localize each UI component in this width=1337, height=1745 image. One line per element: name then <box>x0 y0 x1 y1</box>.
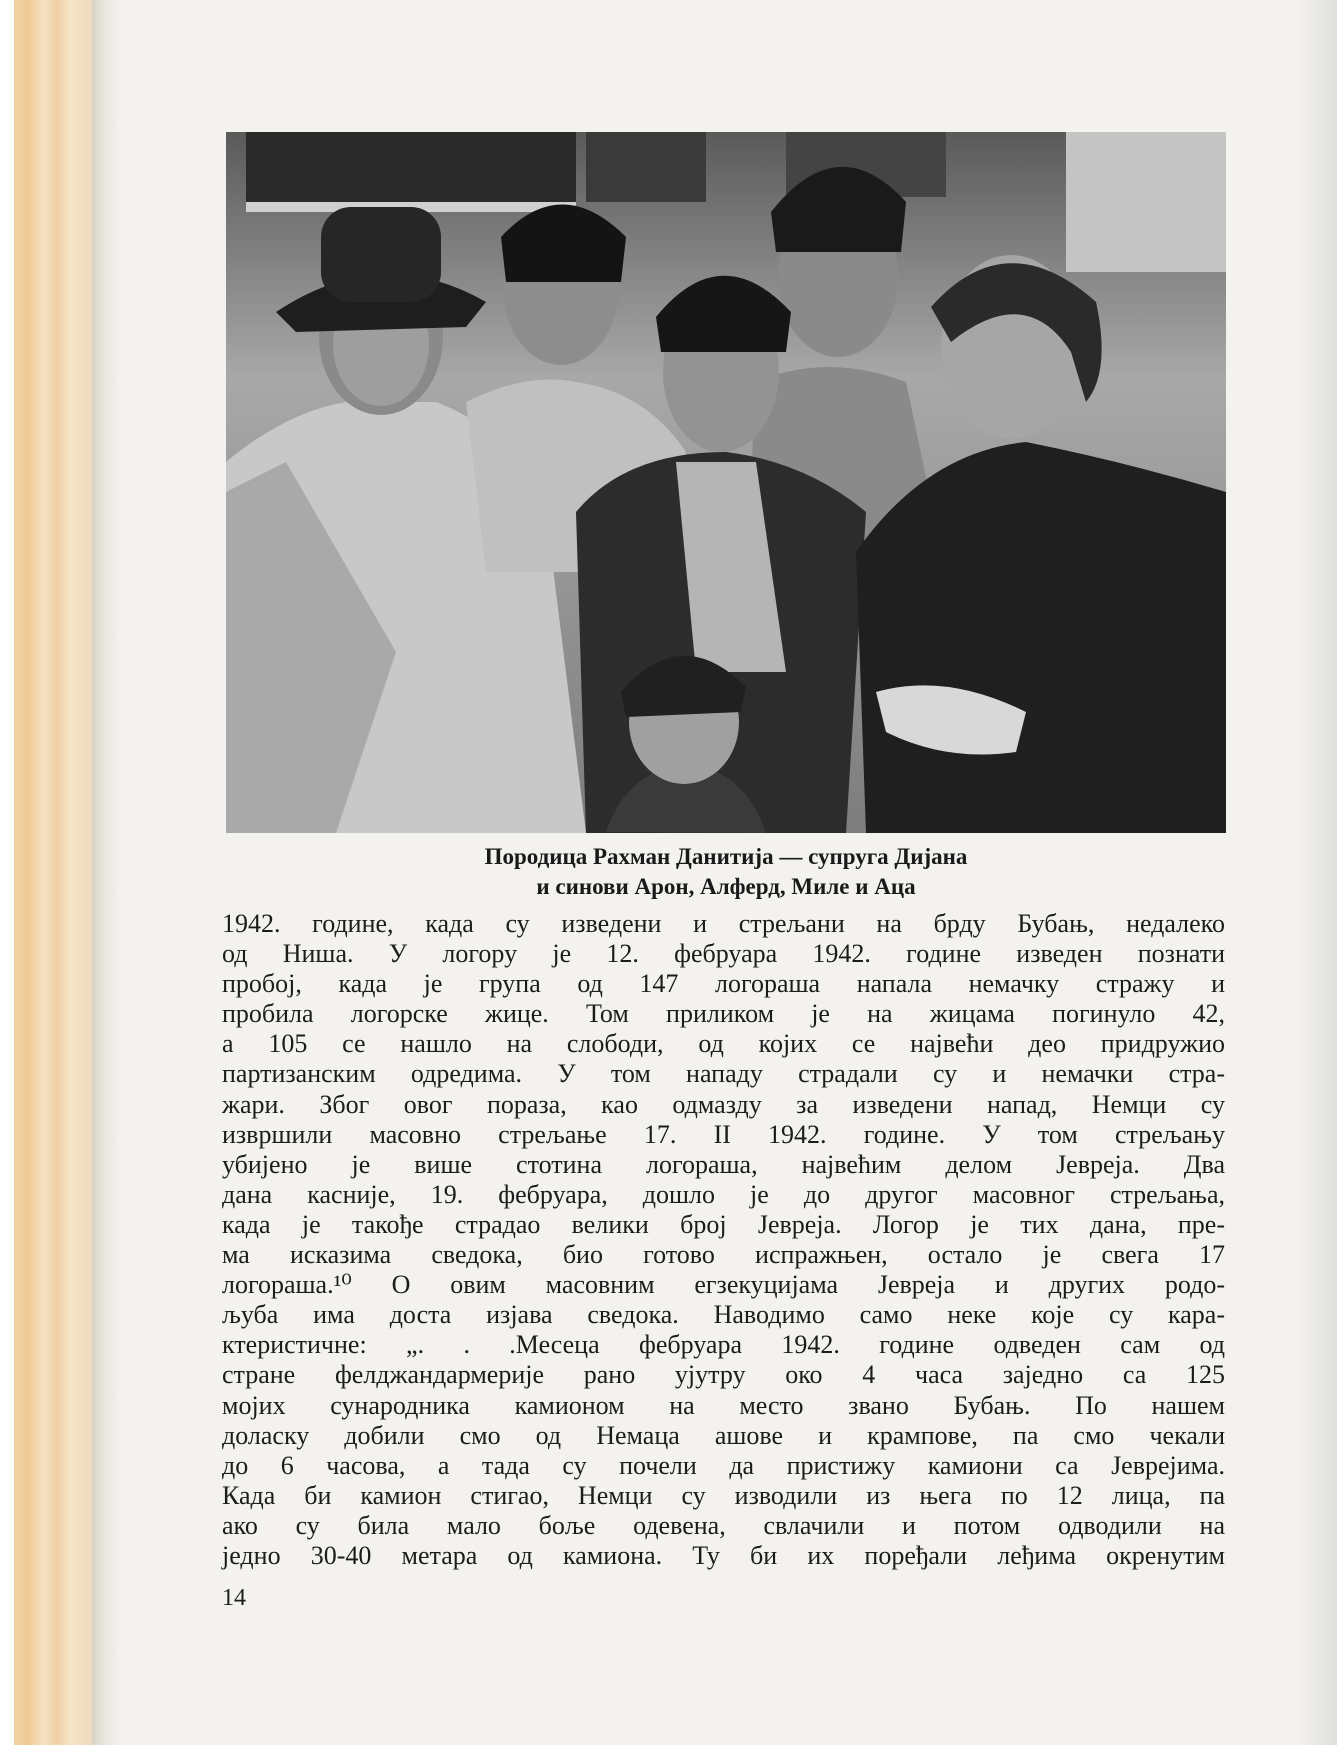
text-line: 1942. године, када су изведени и стрељани на брду Бубањ, недалеко <box>222 909 1225 938</box>
text-line: ако су била мало боље одевена, свлачили и потом одводили на <box>222 1510 1225 1540</box>
text-line: од Ниша. У логору је 12. фебруара 1942. године изведен познати <box>222 939 1225 969</box>
book-spine-edge <box>14 0 92 1745</box>
caption-line-1: Породица Рахман Данитија — супруга Дијана <box>484 844 968 869</box>
text-line: пробила логорске жице. Том приликом је на жицама погинуло 42, <box>222 999 1225 1029</box>
text-line: доласку добили смо од Немаца ашове и крампове, па смо чекали <box>222 1420 1225 1450</box>
text-line: партизанским одредима. У том нападу страдали су и немачки стра- <box>222 1059 1225 1089</box>
text-line: мојих сународника камионом на место звано Бубањ. По нашем <box>222 1390 1225 1420</box>
text-line: једно 30-40 метара од камиона. Ту би их поређали леђима окренутим <box>222 1540 1225 1570</box>
family-photograph-icon <box>226 132 1226 833</box>
text-line: до 6 часова, а тада су почели да пристижу камиони са Јеврејима. <box>222 1450 1225 1480</box>
text-line: ктеристичне: „. . .Месеца фебруара 1942. године одведен сам од <box>222 1330 1225 1360</box>
text-line: а 105 се нашло на слободи, од којих се највећи део придружио <box>222 1029 1225 1059</box>
text-line: стране фелджандармерије рано ујутру око 4 часа заједно са 125 <box>222 1360 1225 1390</box>
caption-line-2: и синови Арон, Алферд, Миле и Аца <box>536 874 916 899</box>
text-line: жари. Због овог пораза, као одмазду за изведени напад, Немци су <box>222 1089 1225 1119</box>
photo-caption <box>226 842 1226 902</box>
text-line: дана касније, 19. фебруара, дошло је до другог масовног стрељања, <box>222 1179 1225 1209</box>
text-line: љуба има доста изјава сведока. Наводимо само неке које су кара- <box>222 1300 1225 1330</box>
scan-border <box>0 0 14 1745</box>
text-line: логораша.¹⁰ О овим масовним егзекуцијама Јевреја и других родо- <box>222 1270 1225 1300</box>
body-text <box>222 909 1225 1571</box>
page-edge-shade <box>1297 0 1337 1745</box>
text-line: када је такође страдао велики број Јевреја. Логор је тих дана, пре- <box>222 1209 1225 1239</box>
text-line: ма исказима сведока, био готово испражњен, остало је свега 17 <box>222 1240 1225 1270</box>
page-gutter-shadow <box>92 0 118 1745</box>
family-photograph <box>226 132 1226 833</box>
page-number: 14 <box>222 1585 246 1611</box>
text-line: пробој, када је група од 147 логораша напала немачку стражу и <box>222 969 1225 999</box>
text-line: извршили масовно стрељање 17. II 1942. године. У том стрељању <box>222 1119 1225 1149</box>
text-line: Када би камион стигао, Немци су изводили из њега по 12 лица, па <box>222 1480 1225 1510</box>
text-line: убијено је више стотина логораша, највећим делом Јевреја. Два <box>222 1149 1225 1179</box>
